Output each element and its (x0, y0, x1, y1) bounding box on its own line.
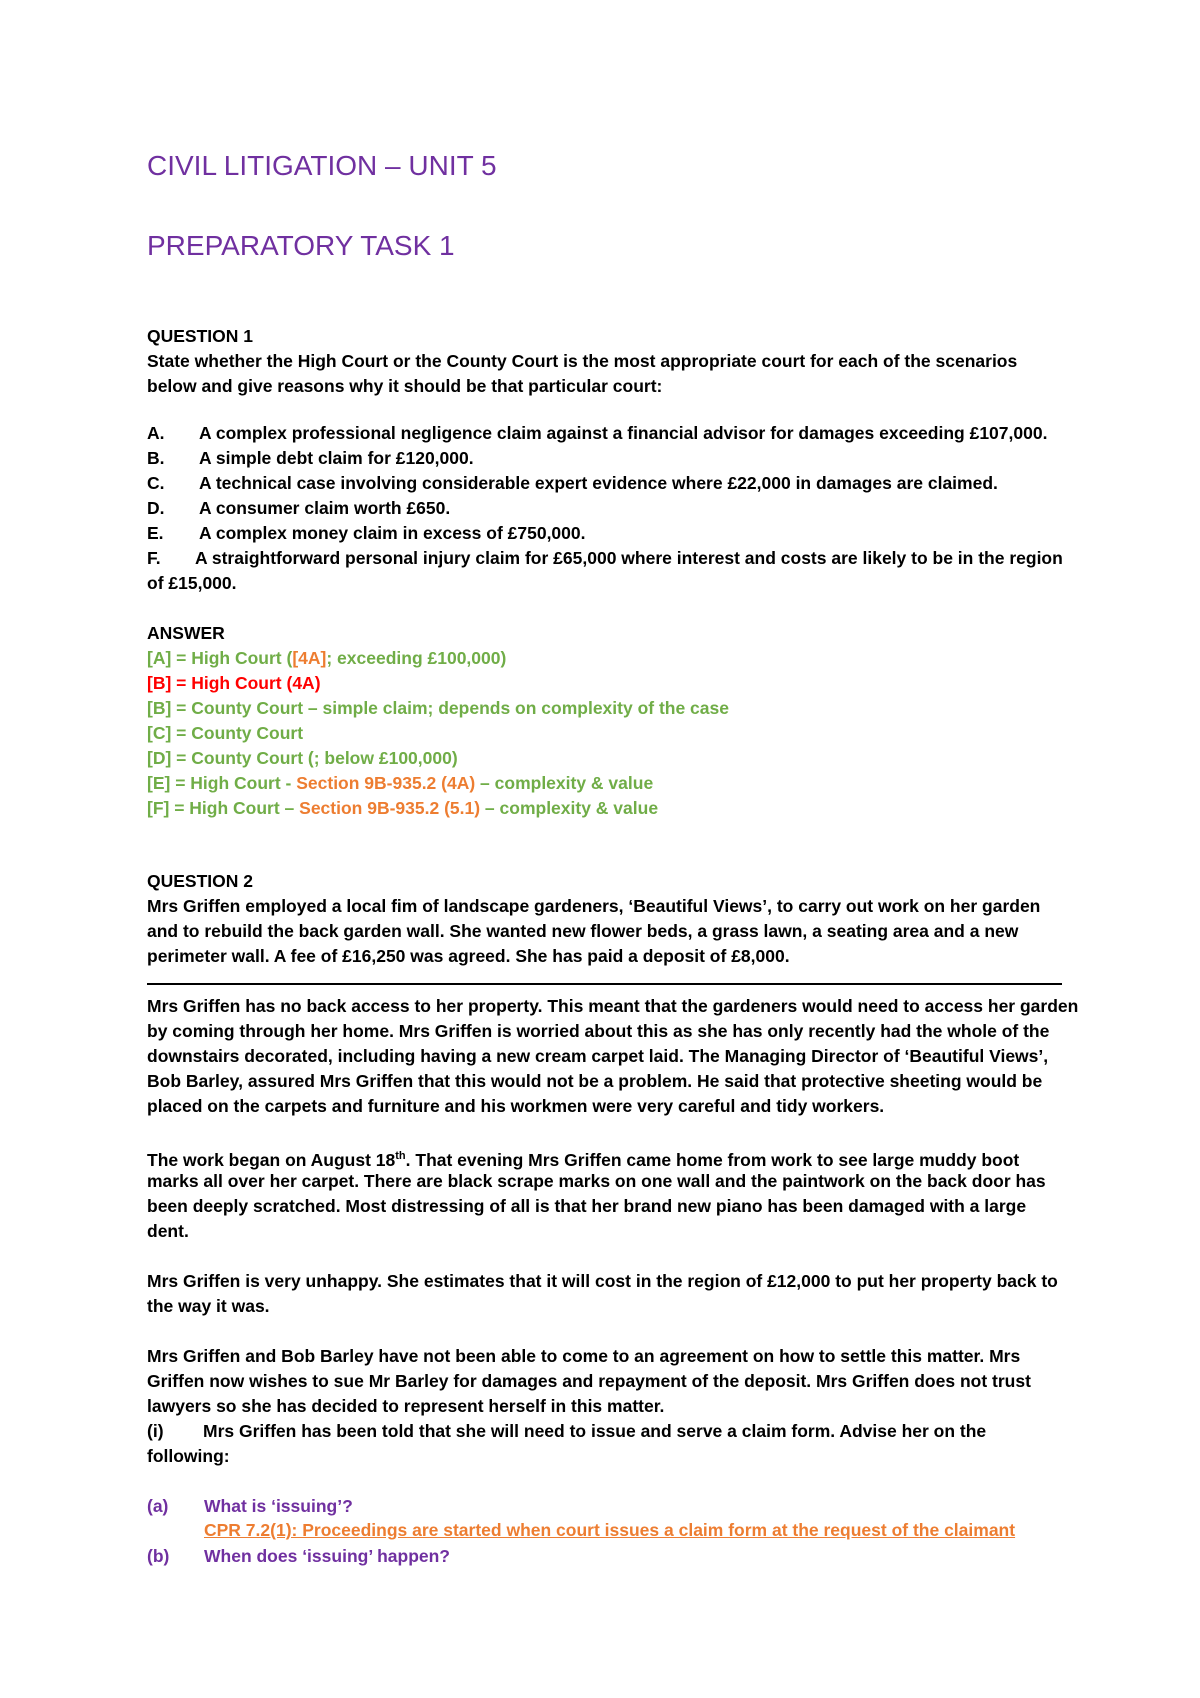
answer-text: [F] = High Court – (147, 798, 300, 818)
answer-reference: Section 9B-935.2 (5.1) (299, 798, 481, 818)
option-letter: F. (147, 548, 161, 568)
paragraph-text: . That evening Mrs Griffen came home from work to see large muddy boot (405, 1149, 1020, 1170)
option-d (147, 497, 450, 519)
option-letter: E. (147, 523, 164, 543)
answer-a (147, 647, 506, 669)
part-text: Mrs Griffen has been told that she will need to issue and serve a claim form. Advise her on the (203, 1421, 987, 1441)
option-text: A straightforward personal injury claim for £65,000 where interest and costs are likely to be in the region (195, 548, 1063, 568)
option-e (147, 522, 586, 544)
paragraph-line: by coming through her home. Mrs Griffen is worried about this as she has only recently had the whole of the (147, 1021, 1050, 1041)
answer-text: – complexity & value (475, 773, 654, 793)
answer-c: [C] = County Court (147, 723, 304, 743)
paragraph-line: Griffen now wishes to sue Mr Barley for damages and repayment of the deposit. Mrs Griffen does not trust (147, 1371, 1031, 1391)
option-f-continued: of £15,000. (147, 573, 237, 593)
part-i (147, 1420, 986, 1442)
option-c (147, 472, 998, 494)
answer-b-county-court: [B] = County Court – simple claim; depends on complexity of the case (147, 698, 729, 718)
sub-question-label: (a) (147, 1496, 169, 1516)
answer-text: – complexity & value (480, 798, 659, 818)
option-letter: B. (147, 448, 165, 468)
paragraph-line: lawyers so she has decided to represent herself in this matter. (147, 1396, 665, 1416)
paragraph-line: perimeter wall. A fee of £16,250 was agreed. She has paid a deposit of £8,000. (147, 946, 790, 966)
answer-heading: ANSWER (147, 623, 225, 643)
paragraph-line: Mrs Griffen employed a local fim of landscape gardeners, ‘Beautiful Views’, to carry out work on her garden (147, 896, 1041, 916)
answer-b-high-court: [B] = High Court (4A) (147, 673, 321, 693)
paragraph-line: dent. (147, 1221, 189, 1241)
answer-f (147, 797, 658, 819)
part-i-continued: following: (147, 1446, 230, 1466)
answer-text: ; exceeding £100,000) (326, 648, 507, 668)
question-1-intro: below and give reasons why it should be that particular court: (147, 376, 663, 396)
option-b (147, 447, 474, 469)
option-text: A simple debt claim for £120,000. (199, 448, 474, 468)
option-letter: D. (147, 498, 165, 518)
sub-question-text: What is ‘issuing’? (204, 1496, 353, 1516)
paragraph-line (147, 1145, 1019, 1171)
document-subtitle: PREPARATORY TASK 1 (147, 230, 455, 261)
option-text: A complex professional negligence claim against a financial advisor for damages exceeding £107,000. (199, 423, 1048, 443)
part-label: (i) (147, 1421, 164, 1441)
paragraph-line: the way it was. (147, 1296, 270, 1316)
paragraph-line: Mrs Griffen and Bob Barley have not been able to come to an agreement on how to settle this matter. Mrs (147, 1346, 1021, 1366)
option-text: A consumer claim worth £650. (199, 498, 451, 518)
question-2-heading: QUESTION 2 (147, 871, 253, 891)
answer-text: [E] = High Court - (147, 773, 297, 793)
document-title: CIVIL LITIGATION – UNIT 5 (147, 150, 497, 181)
answer-e (147, 772, 653, 794)
paragraph-line: been deeply scratched. Most distressing of all is that her brand new piano has been damaged with a large (147, 1196, 1027, 1216)
sub-question-text: When does ‘issuing’ happen? (204, 1546, 450, 1566)
paragraph-line: Mrs Griffen has no back access to her property. This meant that the gardeners would need to access her garden (147, 996, 1079, 1016)
answer-text: [A] = High Court ( (147, 648, 293, 668)
paragraph-line: Bob Barley, assured Mrs Griffen that this would not be a problem. He said that protective sheeting would be (147, 1071, 1043, 1091)
option-f (147, 547, 1063, 569)
option-letter: A. (147, 423, 165, 443)
answer-reference: [4A] (292, 648, 327, 668)
sub-question-b (147, 1545, 450, 1567)
option-letter: C. (147, 473, 165, 493)
paragraph-line: downstairs decorated, including having a new cream carpet laid. The Managing Director of ‘Beautiful Views’, (147, 1046, 1049, 1066)
sub-question-a (147, 1495, 353, 1517)
option-a (147, 422, 1047, 444)
horizontal-rule (147, 983, 1062, 985)
answer-reference: Section 9B-935.2 (4A) (296, 773, 476, 793)
question-1-heading: QUESTION 1 (147, 326, 253, 346)
answer-d: [D] = County Court (; below £100,000) (147, 748, 458, 768)
paragraph-line: and to rebuild the back garden wall. She wanted new flower beds, a grass lawn, a seating area and a new (147, 921, 1019, 941)
ordinal-suffix: th (395, 1150, 406, 1162)
cpr-answer: CPR 7.2(1): Proceedings are started when court issues a claim form at the request of the claimant (204, 1520, 1016, 1540)
paragraph-line: marks all over her carpet. There are black scrape marks on one wall and the paintwork on the back door has (147, 1171, 1046, 1191)
paragraph-line: Mrs Griffen is very unhappy. She estimates that it will cost in the region of £12,000 to put her property back to (147, 1271, 1058, 1291)
paragraph-line: placed on the carpets and furniture and his workmen were very careful and tidy workers. (147, 1096, 885, 1116)
option-text: A technical case involving considerable expert evidence where £22,000 in damages are claimed. (199, 473, 998, 493)
question-1-intro: State whether the High Court or the County Court is the most appropriate court for each of the scenarios (147, 351, 1018, 371)
option-text: A complex money claim in excess of £750,000. (199, 523, 586, 543)
paragraph-text: The work began on August 18 (147, 1149, 396, 1170)
sub-question-label: (b) (147, 1546, 170, 1566)
